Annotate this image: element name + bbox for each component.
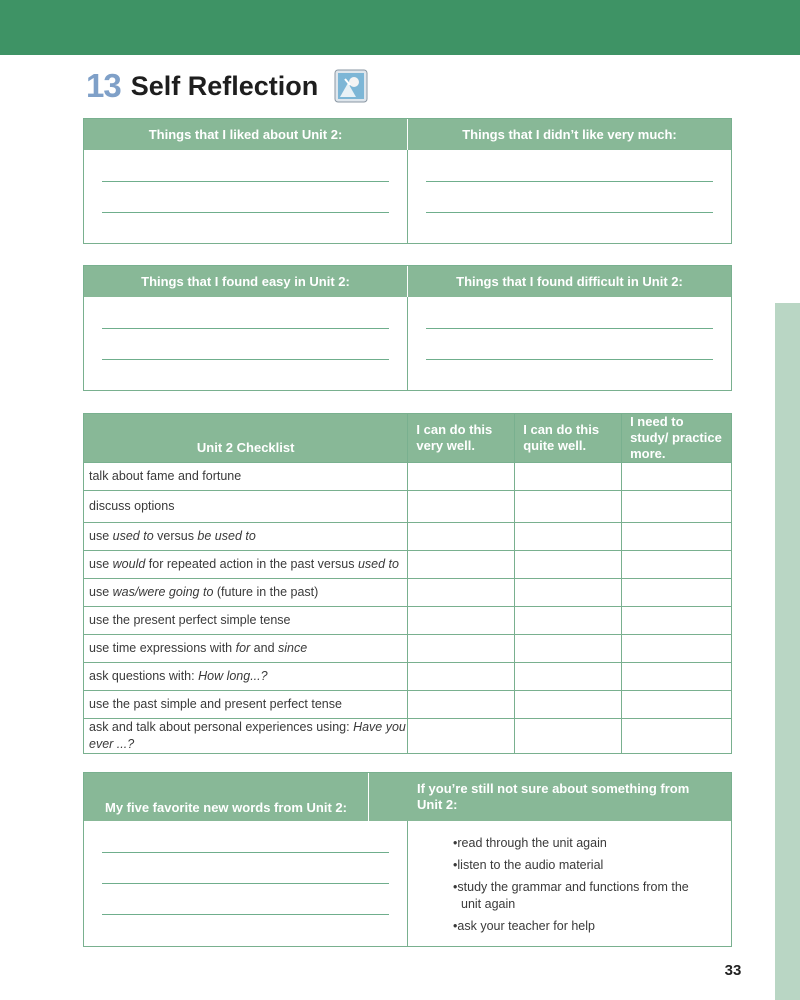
checklist-item	[84, 635, 408, 663]
easy-answer-area[interactable]	[84, 297, 407, 390]
liked-header: Things that I liked about Unit 2:	[148, 127, 343, 142]
checklist-item-text: use	[89, 557, 113, 571]
list-item: • listen to the audio material	[453, 857, 691, 874]
study-more-cell[interactable]	[622, 663, 732, 691]
unit-checklist-table	[83, 413, 732, 754]
writing-line	[102, 883, 389, 884]
quite-well-header: I can do this quite well.	[515, 414, 622, 463]
very-well-cell[interactable]	[408, 463, 515, 491]
table-row	[84, 635, 732, 663]
quite-well-cell[interactable]	[515, 719, 622, 754]
checklist-item-text: discuss options	[89, 499, 175, 513]
writing-line	[426, 181, 713, 182]
checklist-item	[84, 719, 408, 754]
checklist-item-text: and	[250, 641, 278, 655]
study-more-cell[interactable]	[622, 463, 732, 491]
writing-line	[102, 328, 389, 329]
title-text: Self Reflection	[130, 70, 319, 101]
study-more-cell[interactable]	[622, 523, 732, 551]
very-well-cell[interactable]	[408, 579, 515, 607]
checklist-item	[84, 551, 408, 579]
page-title	[86, 66, 368, 106]
writing-line	[102, 914, 389, 915]
checklist-item	[84, 663, 408, 691]
table-row	[84, 523, 732, 551]
very-well-cell[interactable]	[408, 551, 515, 579]
easy-header: Things that I found easy in Unit 2:	[141, 274, 350, 289]
checklist-item-text: use the present perfect simple tense	[89, 613, 291, 627]
very-well-cell[interactable]	[408, 663, 515, 691]
writing-line	[102, 852, 389, 853]
very-well-cell[interactable]	[408, 635, 515, 663]
checklist-item-text: versus	[153, 529, 198, 543]
list-item: • study the grammar and functions from the unit again	[453, 879, 691, 913]
list-item: • read through the unit again	[453, 835, 691, 852]
page-number: 33	[724, 962, 742, 979]
writing-line	[102, 181, 389, 182]
very-well-cell[interactable]	[408, 719, 515, 754]
checklist-item-text: used to	[357, 557, 399, 571]
checklist-item-text: use the past simple and present perfect tense	[89, 697, 342, 711]
very-well-cell[interactable]	[408, 607, 515, 635]
study-more-cell[interactable]	[622, 579, 732, 607]
checklist-item-text: was/were going to	[112, 585, 214, 599]
favorite-words-header: My five favorite new words from Unit 2:	[105, 800, 347, 815]
table-row	[84, 579, 732, 607]
quite-well-cell[interactable]	[515, 491, 622, 523]
easy-difficult-box	[83, 265, 732, 391]
table-row	[84, 551, 732, 579]
very-well-header: I can do this very well.	[408, 414, 515, 463]
table-row	[84, 491, 732, 523]
checklist-item-text: used to	[112, 529, 154, 543]
checklist-item	[84, 607, 408, 635]
liked-answer-area[interactable]	[84, 150, 407, 243]
study-more-cell[interactable]	[622, 551, 732, 579]
header-band	[0, 0, 800, 55]
writing-line	[426, 359, 713, 360]
checklist-item-text: (future in the past)	[213, 585, 319, 599]
checklist-item	[84, 523, 408, 551]
checklist-item-text: talk about fame and fortune	[89, 469, 242, 483]
checklist-item-text: be used to	[197, 529, 256, 543]
table-row	[84, 463, 732, 491]
checklist-item-text: ask questions with:	[89, 669, 199, 683]
checklist-item-text: ask and talk about personal experiences using:	[89, 720, 354, 734]
table-row	[84, 719, 732, 754]
study-more-cell[interactable]	[622, 635, 732, 663]
table-row	[84, 607, 732, 635]
study-more-cell[interactable]	[622, 491, 732, 523]
disliked-answer-area[interactable]	[407, 150, 731, 243]
checklist-item-text: use	[89, 585, 113, 599]
difficult-header: Things that I found difficult in Unit 2:	[407, 266, 731, 297]
checklist-item-text: would	[112, 557, 146, 571]
table-row	[84, 663, 732, 691]
writing-line	[102, 212, 389, 213]
checklist-item-text: for repeated action in the past versus	[145, 557, 358, 571]
writing-line	[426, 212, 713, 213]
checklist-header: Unit 2 Checklist	[84, 414, 408, 463]
checklist-item-text: use	[89, 529, 113, 543]
study-more-cell[interactable]	[622, 691, 732, 719]
checklist-item-text: use time expressions with	[89, 641, 236, 655]
quite-well-cell[interactable]	[515, 691, 622, 719]
tips-list	[453, 835, 691, 940]
study-more-cell[interactable]	[622, 607, 732, 635]
quite-well-cell[interactable]	[515, 463, 622, 491]
checklist-item-text: How long...?	[198, 669, 268, 683]
writing-line	[102, 359, 389, 360]
list-item: • ask your teacher for help	[453, 918, 691, 935]
quite-well-cell[interactable]	[515, 607, 622, 635]
study-more-header: I need to study/ practice more.	[622, 414, 732, 463]
writing-line	[426, 328, 713, 329]
still-not-sure-header: If you’re still not sure about something from Unit 2:	[368, 773, 731, 821]
liked-disliked-box	[83, 118, 732, 244]
unit-number: 13	[86, 67, 121, 104]
quite-well-cell[interactable]	[515, 663, 622, 691]
disliked-header: Things that I didn’t like very much:	[407, 119, 731, 150]
checklist-item	[84, 491, 408, 523]
side-tab	[775, 303, 800, 1000]
table-row	[84, 691, 732, 719]
difficult-answer-area[interactable]	[407, 297, 731, 390]
favorite-words-box	[83, 772, 732, 947]
favorite-words-answer-area[interactable]	[84, 821, 407, 946]
quite-well-cell[interactable]	[515, 523, 622, 551]
quite-well-cell[interactable]	[515, 635, 622, 663]
checklist-item	[84, 579, 408, 607]
self-reflection-icon	[334, 69, 368, 103]
very-well-cell[interactable]	[408, 691, 515, 719]
very-well-cell[interactable]	[408, 523, 515, 551]
tips-area	[407, 821, 731, 946]
checklist-item-text: since	[278, 641, 308, 655]
checklist-item-text: for	[235, 641, 251, 655]
quite-well-cell[interactable]	[515, 579, 622, 607]
quite-well-cell[interactable]	[515, 551, 622, 579]
very-well-cell[interactable]	[408, 491, 515, 523]
checklist-item-text: Have you ever ...?	[89, 720, 406, 751]
checklist-item	[84, 691, 408, 719]
study-more-cell[interactable]	[622, 719, 732, 754]
checklist-item	[84, 463, 408, 491]
